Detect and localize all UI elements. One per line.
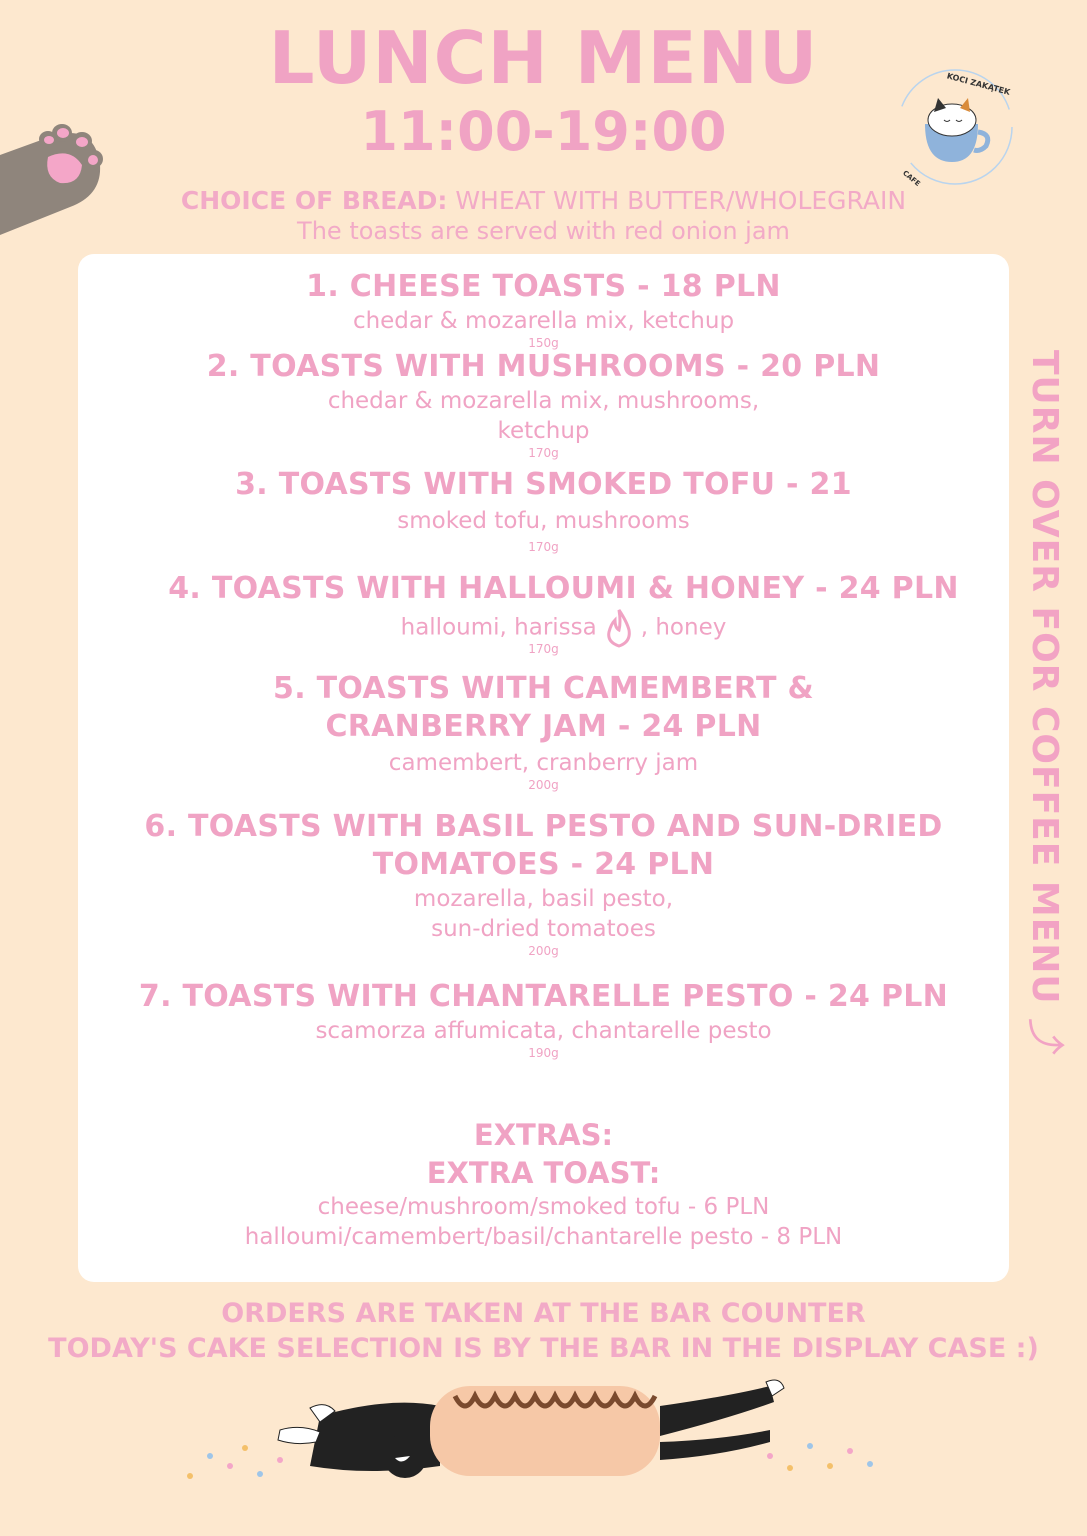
item-name: 4. TOASTS WITH HALLOUMI & HONEY - 24 PLN (168, 571, 959, 606)
menu-item-2 (78, 348, 1009, 460)
extras-line-1: cheese/mushroom/smoked tofu - 6 PLN (317, 1194, 770, 1220)
item-description-line-1: mozarella, basil pesto, (413, 886, 674, 912)
item-name: 7. TOASTS WITH CHANTARELLE PESTO - 24 PLN (138, 979, 949, 1014)
logo-text-bottom: CAFE (901, 168, 922, 189)
item-weight: 170g (528, 446, 559, 460)
item-weight: 150g (528, 336, 559, 350)
item-description-line-2: sun-dried tomatoes (431, 916, 656, 942)
item-weight: 170g (528, 540, 559, 554)
item-description-part-1: halloumi, harissa (400, 614, 597, 641)
extras-line-2: halloumi/camembert/basil/chantarelle pesto - 8 PLN (244, 1224, 843, 1250)
extras-heading: EXTRAS: (473, 1118, 614, 1152)
bread-choice-label: CHOICE OF BREAD: (180, 186, 448, 215)
item-description: scamorza affumicata, chantarelle pesto (315, 1018, 772, 1044)
item-name: 2. TOASTS WITH MUSHROOMS - 20 PLN (206, 349, 881, 384)
extras-section (78, 1116, 1009, 1252)
item-name-line-2: TOMATOES - 24 PLN (372, 847, 715, 882)
item-description: smoked tofu, mushrooms (397, 508, 690, 534)
item-description: chedar & mozarella mix, ketchup (352, 308, 735, 334)
item-weight: 200g (528, 778, 559, 792)
extra-toast-heading: EXTRA TOAST: (426, 1156, 661, 1190)
item-weight: 190g (528, 1046, 559, 1060)
menu-item-4 (98, 570, 1029, 656)
menu-item-5 (78, 670, 1009, 792)
item-description-line-1: chedar & mozarella mix, mushrooms, (327, 388, 760, 414)
item-name-line-1: 6. TOASTS WITH BASIL PESTO AND SUN-DRIED (144, 809, 943, 844)
item-name-line-2: CRANBERRY JAM - 24 PLN (325, 709, 762, 744)
menu-card (78, 254, 1009, 1282)
menu-item-7 (78, 978, 1009, 1060)
cat-cake-illustration (170, 1356, 910, 1526)
footer-line-2: TODAY'S CAKE SELECTION IS BY THE BAR IN THE DISPLAY CASE :) (48, 1333, 1039, 1364)
logo-text-top: KOCI ZAKĄTEK (945, 71, 1012, 97)
bread-choice-options: WHEAT WITH BUTTER/WHOLEGRAIN (447, 186, 907, 215)
turn-over-note: TURN OVER FOR COFFEE MENU ⤴ (1024, 350, 1065, 1056)
menu-item-6 (78, 808, 1009, 958)
item-description-part-2: , honey (640, 614, 727, 641)
bread-note: The toasts are served with red onion jam (297, 217, 790, 245)
footer-line-1: ORDERS ARE TAKEN AT THE BAR COUNTER (221, 1298, 866, 1329)
item-name: 1. CHEESE TOASTS - 18 PLN (306, 269, 781, 304)
item-description-line-2: ketchup (497, 418, 590, 444)
menu-item-3 (78, 466, 1009, 554)
bread-choice (0, 186, 1087, 216)
item-weight: 200g (528, 944, 559, 958)
item-weight: 170g (528, 642, 559, 656)
item-description: camembert, cranberry jam (388, 750, 699, 776)
menu-title: LUNCH MENU (268, 16, 819, 100)
item-name: 3. TOASTS WITH SMOKED TOFU - 21 (235, 467, 852, 502)
opening-hours: 11:00-19:00 (360, 100, 727, 163)
menu-item-1 (78, 268, 1009, 350)
item-name-line-1: 5. TOASTS WITH CAMEMBERT & (273, 671, 814, 706)
flame-icon (601, 608, 637, 648)
